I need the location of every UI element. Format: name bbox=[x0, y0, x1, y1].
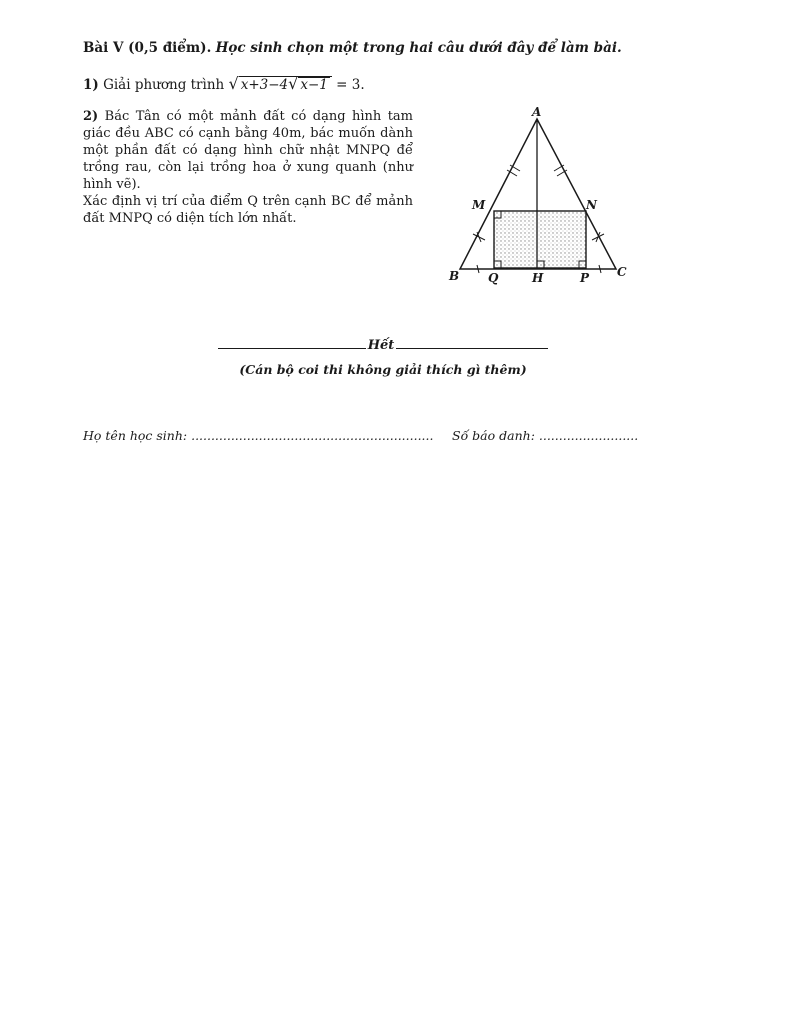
outer-radicand-text: x+3−4 bbox=[240, 77, 289, 93]
end-marker bbox=[218, 338, 548, 358]
label-p: P bbox=[580, 271, 590, 285]
question-2-paragraph-1 bbox=[83, 108, 413, 193]
triangle-figure bbox=[440, 104, 640, 289]
label-n: N bbox=[586, 198, 597, 212]
question-1 bbox=[83, 74, 365, 93]
radical-sign-icon: √ bbox=[228, 74, 239, 93]
end-word: Hết bbox=[367, 338, 395, 353]
equation-rhs: = 3. bbox=[336, 77, 365, 93]
proctor-note: (Cán bộ coi thi không giải thích gì thêm) bbox=[239, 362, 527, 377]
question-1-number: 1) bbox=[83, 77, 99, 93]
label-h: H bbox=[532, 271, 544, 285]
problem-label: Bài V (0,5 điểm). bbox=[83, 40, 212, 56]
student-id-field: Số báo danh: ......................... bbox=[452, 428, 639, 443]
question-2-number: 2) bbox=[83, 109, 99, 124]
label-m: M bbox=[472, 198, 486, 212]
end-rule-right bbox=[396, 348, 548, 349]
problem-instruction: Học sinh chọn một trong hai câu dưới đây để làm bài. bbox=[215, 40, 622, 56]
question-1-text: Giải phương trình bbox=[103, 77, 225, 93]
question-2-paragraph-2: Xác định vị trí của điểm Q trên cạnh BC để mảnh đất MNPQ có diện tích lớn nhất. bbox=[83, 194, 413, 226]
inner-radicand: x−1 bbox=[300, 77, 328, 93]
label-a: A bbox=[532, 105, 542, 119]
rectangle-mnpq bbox=[494, 211, 586, 268]
problem-header bbox=[83, 40, 622, 56]
student-name-field: Họ tên học sinh: ............................................................. bbox=[83, 428, 434, 443]
question-2 bbox=[83, 108, 413, 227]
outer-radicand bbox=[239, 76, 332, 92]
label-c: C bbox=[617, 265, 627, 279]
inner-radical-sign-icon: √ bbox=[288, 74, 299, 93]
question-2-text-1: Bác Tân có một mảnh đất có dạng hình tam giác đều ABC có cạnh bằng 40m, bác muốn dành một phần đất có dạng hình chữ nhật MNPQ để trồng rau, còn lại trồng hoa ở xung quanh (như hình vẽ). bbox=[83, 109, 413, 192]
tick-marks-an bbox=[554, 165, 567, 176]
label-b: B bbox=[449, 269, 460, 283]
end-rule-left bbox=[218, 348, 366, 349]
label-q: Q bbox=[488, 271, 499, 285]
